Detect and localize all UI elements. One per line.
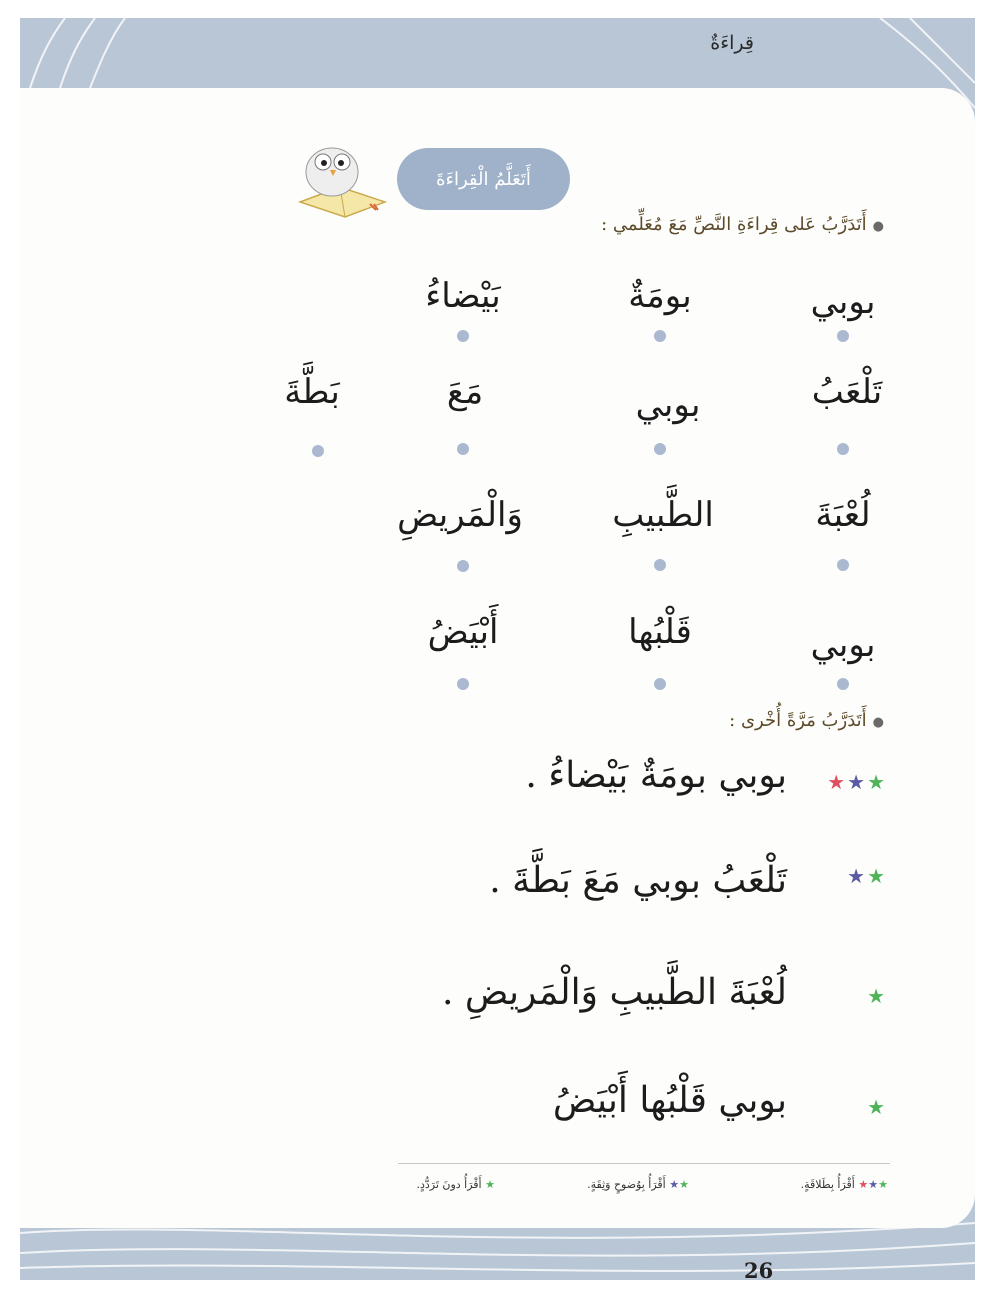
section-banner: أَتَعَلَّمُ الْقِراءَةَ: [397, 148, 570, 210]
legend-two-stars: [587, 1178, 689, 1191]
dot-row1-3: [457, 330, 469, 342]
instruction-text: أَتَدَرَّبُ عَلى قِراءَةِ النَّصِّ مَعَ مُعَلِّمي :: [601, 214, 867, 235]
dot-row2-3: [457, 443, 469, 455]
word-row4-1: بوبي: [810, 625, 876, 665]
word-row2-2: بوبي: [635, 385, 701, 425]
dot-row3-2: [654, 559, 666, 571]
star-icon: ★: [827, 770, 848, 794]
word-row2-4: بَطَّةَ: [284, 372, 340, 412]
word-row2-1: تَلْعَبُ: [811, 372, 883, 412]
instruction-practice-with-teacher: [601, 214, 884, 235]
legend-label: أَقْرَأُ دونَ تَرَدُّدٍ.: [416, 1178, 482, 1191]
star-icon: ★: [867, 984, 887, 1008]
sentence-1: بوبي بومَةٌ بَيْضاءُ .: [525, 755, 787, 796]
star-icon: ★: [858, 1178, 869, 1191]
bullet-dot-icon: ●: [872, 219, 884, 234]
instruction-text: أَتَدَرَّبُ مَرَّةً أُخْرى :: [729, 710, 867, 731]
legend-label: أَقْرَأُ بِوُضوحٍ وَثِقَةٍ.: [587, 1178, 666, 1191]
dot-row3-1: [837, 559, 849, 571]
word-row2-3: مَعَ: [446, 372, 484, 412]
sentence-3: لُعْبَةَ الطَّبيبِ وَالْمَريضِ .: [441, 972, 787, 1013]
word-row3-3: وَالْمَريضِ: [397, 495, 523, 535]
star-icon: ★: [867, 770, 887, 794]
star-icon: ★: [878, 1178, 888, 1191]
sentence-4: بوبي قَلْبُها أَبْيَضُ: [552, 1080, 787, 1121]
owl-reading-book-icon: [290, 132, 400, 222]
instruction-practice-again: [729, 710, 884, 731]
stars-1: [867, 984, 887, 1008]
stars-1: [867, 1095, 887, 1119]
word-row4-2: قَلْبُها: [628, 612, 692, 652]
star-icon: ★: [868, 1178, 879, 1191]
dot-row2-1: [837, 443, 849, 455]
footer-divider: [398, 1163, 890, 1164]
page-title: قِراءَةٌ: [710, 32, 754, 54]
sentence-2: تَلْعَبُ بوبي مَعَ بَطَّةَ .: [489, 860, 787, 901]
dot-row4-2: [654, 678, 666, 690]
stars-2: [847, 864, 887, 888]
word-row4-3: أَبْيَضُ: [427, 612, 499, 652]
dot-row2-4: [312, 445, 324, 457]
word-row3-2: الطَّبيبِ: [612, 495, 714, 535]
word-row3-1: لُعْبَةَ: [815, 495, 871, 535]
star-icon: ★: [485, 1178, 495, 1191]
dot-row4-3: [457, 678, 469, 690]
star-icon: ★: [867, 864, 887, 888]
word-row1-3: بَيْضاءُ: [425, 276, 501, 316]
star-icon: ★: [867, 1095, 887, 1119]
word-row1-1: بوبي: [810, 282, 876, 322]
dot-row3-3: [457, 560, 469, 572]
star-icon: ★: [847, 864, 868, 888]
stars-3: [827, 770, 887, 794]
star-icon: ★: [669, 1178, 680, 1191]
legend-label: أَقْرَأُ بِطَلاقَةٍ.: [800, 1178, 855, 1191]
dot-row1-2: [654, 330, 666, 342]
legend-one-star: [416, 1178, 495, 1191]
dot-row2-2: [654, 443, 666, 455]
legend-three-stars: [801, 1178, 888, 1191]
bullet-dot-icon: ●: [872, 715, 884, 730]
word-row1-2: بومَةٌ: [628, 276, 692, 316]
star-icon: ★: [847, 770, 868, 794]
dot-row4-1: [837, 678, 849, 690]
page-number: 26: [744, 1258, 774, 1283]
star-icon: ★: [679, 1178, 689, 1191]
dot-row1-1: [837, 330, 849, 342]
